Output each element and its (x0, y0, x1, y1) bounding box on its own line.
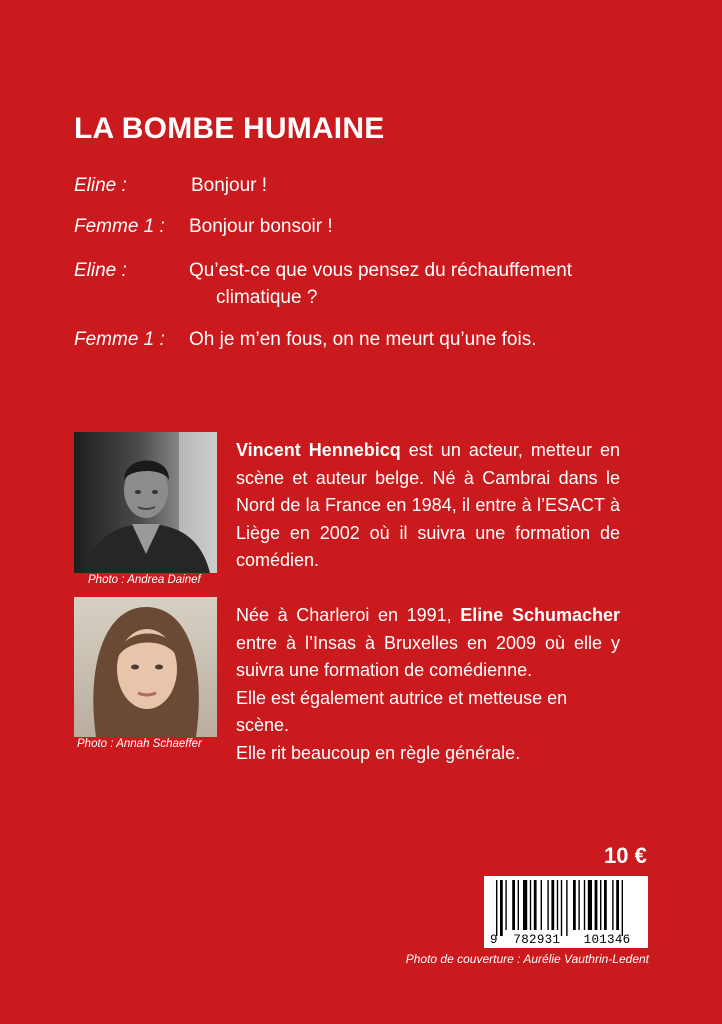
dialogue-line: Bonjour ! (191, 175, 268, 196)
barcode-bar (622, 880, 623, 936)
barcode-bar (561, 880, 562, 936)
dialogue-line: Bonjour bonsoir ! (189, 216, 333, 237)
barcode-bar (523, 880, 527, 930)
barcode-bar (547, 880, 548, 930)
barcode-bar (578, 880, 579, 930)
isbn-group-2: 101346 (583, 933, 631, 947)
barcode-bar (566, 880, 567, 936)
barcode-bar (505, 880, 506, 930)
author-name: Eline Schumacher (460, 605, 620, 625)
author-bio-eline (236, 602, 620, 767)
dialogue-speaker: Eline : (74, 260, 127, 281)
cover-photo-credit: Photo de couverture : Aurélie Vauthrin-Ledent (405, 952, 649, 966)
barcode-bar (541, 880, 542, 930)
barcode-bar (573, 880, 576, 930)
barcode-bar (612, 880, 613, 930)
barcode-bar (557, 880, 558, 930)
dialogue-speaker: Femme 1 : (74, 329, 165, 350)
barcode-bar (616, 880, 619, 930)
barcode-bar (496, 880, 497, 936)
bio-line: Elle est également autrice et metteuse en scène. (236, 687, 568, 735)
bio-text: entre à l’Insas à Bruxelles en 2009 où elle y suivra une formation de comédienne. (236, 632, 620, 680)
barcode-bar (530, 880, 531, 930)
isbn-number (484, 933, 648, 947)
bio-text: est un acteur, metteur en scène et auteur belge. Né à Cambrai dans le Nord de la France en 1984, il entre à l’ESACT à Liège en 2002 où il suivra une formation de comédien. (236, 440, 620, 570)
isbn-prefix-digit: 9 (490, 933, 498, 947)
dialogue-line: Oh je m’en fous, on ne meurt qu’une fois. (189, 329, 537, 350)
barcode-bar (534, 880, 537, 930)
photo-credit: Photo : Andrea Dainef (88, 574, 201, 586)
dialogue-speaker: Eline : (74, 175, 127, 196)
bio-line: Elle rit beaucoup en règle générale. (236, 742, 521, 763)
author-name: Vincent Hennebicq (236, 440, 401, 460)
author-photo-eline (74, 597, 217, 737)
barcode-bar (604, 880, 607, 930)
dialogue-line-continuation: climatique ? (216, 287, 318, 308)
bio-text: Née à Charleroi en 1991, (236, 605, 461, 625)
isbn-group-1: 782931 (513, 933, 561, 947)
isbn-barcode (484, 876, 648, 948)
author-bio-vincent (236, 437, 620, 575)
dialogue-speaker: Femme 1 : (74, 216, 165, 237)
photo-credit: Photo : Annah Schaeffer (77, 738, 202, 750)
barcode-bar (551, 880, 554, 930)
barcode-bar (518, 880, 519, 930)
price: 10 € (604, 843, 647, 868)
barcode-bar (588, 880, 592, 930)
book-title: LA BOMBE HUMAINE (74, 112, 385, 145)
barcode-bar (600, 880, 601, 930)
barcode-bar (500, 880, 503, 936)
barcode-bar (584, 880, 585, 930)
bio-paragraph (236, 602, 620, 685)
barcode-bar (512, 880, 515, 930)
dialogue-line: Qu’est-ce que vous pensez du réchauffement (189, 260, 573, 281)
author-photo-vincent (74, 432, 217, 573)
barcode-bar (595, 880, 598, 930)
